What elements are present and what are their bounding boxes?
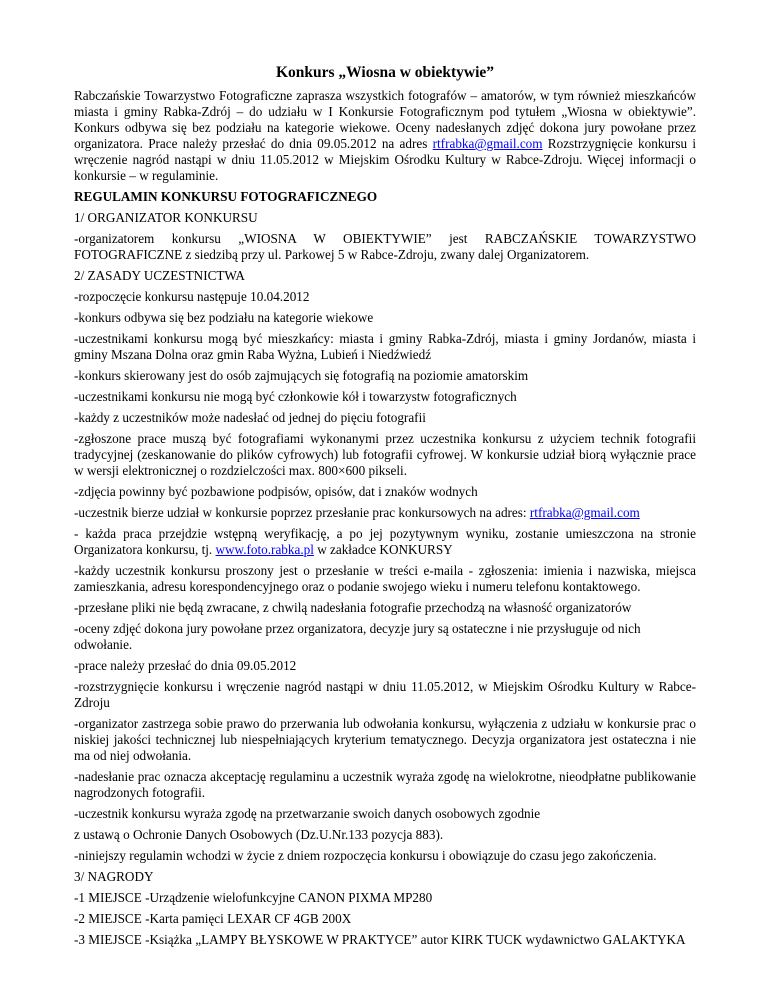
document-title: Konkurs „Wiosna w obiektywie”	[275, 64, 495, 81]
prize-3: -3 MIEJSCE -Książka „LAMPY BŁYSKOWE W PRAKTYCE” autor KIRK TUCK wydawnictwo GALAKTYKA	[74, 932, 686, 947]
intro-text-a: Rabczańskie Towarzystwo Fotograficzne zaprasza wszystkich fotografów – amatorów, w tym również mieszkańców miasta i gminy Rabka-Zdrój – do udziału w I Konkursie Fotograficznym pod tytułem „Wiosna w obiektywie”. Konkurs odbywa się bez podziału na kategorie wiekowe. Oceny nadesłanych zdjęć dokona jury powołane przez organizatora. Prace należy przesłać do dnia 09.05.2012 na adres	[74, 88, 696, 151]
section1-text: -organizatorem konkursu „WIOSNA W OBIEKTYWIE” jest RABCZAŃSKIE TOWARZYSTWO FOTOGRAFICZNE z siedzibą przy ul. Parkowej 5 w Rabce-Zdroju, zwany dalej Organizatorem.	[74, 231, 696, 262]
section2-heading: 2/ ZASADY UCZESTNICTWA	[74, 268, 245, 283]
rules-heading: REGULAMIN KONKURSU FOTOGRAFICZNEGO	[74, 189, 378, 204]
rule-techniques: -zgłoszone prace muszą być fotografiami wykonanymi przez uczestnika konkursu z użyciem technik fotografii tradycyjnej (zeskanowanie do plików cyfrowych) lub fotografii cyfrowej. W konkursie udział biorą wyłącznie prace w wersji elektronicznej o rozdzielczości max. 800×600 pikseli.	[74, 431, 696, 478]
rule-amateurs: -konkurs skierowany jest do osób zajmujących się fotografią na poziomie amatorskim	[74, 368, 529, 383]
section3-heading: 3/ NAGRODY	[74, 869, 154, 884]
rule-acceptance: -nadesłanie prac oznacza akceptację regulaminu a uczestnik wyraża zgodę na wielokrotne, nieodpłatne publikowanie nagrodzonych fotografii.	[74, 769, 696, 800]
rule-data-act: z ustawą o Ochronie Danych Osobowych (Dz.U.Nr.133 pozycja 883).	[74, 827, 444, 842]
intro-email-link[interactable]: rtfrabka@gmail.com	[432, 136, 543, 151]
rule-verification	[74, 526, 696, 558]
rule-start-date: -rozpoczęcie konkursu następuje 10.04.2012	[74, 289, 310, 304]
prize-1: -1 MIEJSCE -Urządzenie wielofunkcyjne CANON PIXMA MP280	[74, 890, 433, 905]
rule-validity: -niniejszy regulamin wchodzi w życie z dniem rozpoczęcia konkursu i obowiązuje do czasu jego zakończenia.	[74, 848, 657, 863]
rule-submission	[74, 505, 696, 521]
rule-verification-text: - każda praca przejdzie wstępną weryfikację, a po jej pozytywnym wyniku, zostanie umieszczona na stronie Organizatora konkursu, tj.	[74, 526, 696, 557]
rule-organizer-rights: -organizator zastrzega sobie prawo do przerwania lub odwołania konkursu, wyłączenia z udziału w konkursie prac o niskiej jakości technicznej lub niespełniających kryterium tematycznego. Decyzja organizatora jest ostateczna i nie ma od niej odwołania.	[74, 716, 696, 763]
submission-email-link[interactable]: rtfrabka@gmail.com	[529, 505, 640, 520]
rule-results: -rozstrzygnięcie konkursu i wręczenie nagród nastąpi w dniu 11.05.2012, w Miejskim Ośrodku Kultury w Rabce-Zdroju	[74, 679, 696, 710]
rule-verification-after: w zakładce KONKURSY	[313, 542, 453, 557]
prize-2: -2 MIEJSCE -Karta pamięci LEXAR CF 4GB 200X	[74, 911, 352, 926]
section1-heading: 1/ ORGANIZATOR KONKURSU	[74, 210, 258, 225]
intro-text-b: Rozstrzygnięcie konkursu i wręczenie nagród nastąpi w dniu 11.05.2012 w Miejskim Ośrodku Kultury w Rabce-Zdroju. Więcej informacji o konkursie – w regulaminie.	[74, 136, 697, 183]
rule-no-signatures: -zdjęcia powinny być pozbawione podpisów, opisów, dat i znaków wodnych	[74, 484, 478, 499]
rule-photo-count: -każdy z uczestników może nadesłać od jednej do pięciu fotografii	[74, 410, 426, 425]
rule-excluded: -uczestnikami konkursu nie mogą być członkowie kół i towarzystw fotograficznych	[74, 389, 517, 404]
website-link[interactable]: www.foto.rabka.pl	[215, 542, 314, 557]
rule-participants: -uczestnikami konkursu mogą być mieszkańcy: miasta i gminy Rabka-Zdrój, miasta i gminy Jordanów, miasta i gminy Mszana Dolna oraz gmin Raba Wyżna, Lubień i Niedźwiedź	[74, 331, 696, 362]
rule-jury: -oceny zdjęć dokona jury powołane przez organizatora, decyzje jury są ostateczne i nie przysługuje od nich odwołanie.	[74, 621, 641, 652]
intro-paragraph	[74, 88, 696, 184]
rule-submission-text: -uczestnik bierze udział w konkursie poprzez przesłanie prac konkursowych na adres:	[74, 505, 530, 520]
rule-email-details: -każdy uczestnik konkursu proszony jest o przesłanie w treści e-maila - zgłoszenia: imienia i nazwiska, miejsca zamieszkania, adresu korespondencyjnego oraz o podanie swojego wieku i numeru telefonu kontaktowego.	[74, 563, 696, 594]
rule-files-not-returned: -przesłane pliki nie będą zwracane, z chwilą nadesłania fotografie przechodzą na własność organizatorów	[74, 600, 632, 615]
rule-age-categories: -konkurs odbywa się bez podziału na kategorie wiekowe	[74, 310, 374, 325]
rule-deadline: -prace należy przesłać do dnia 09.05.2012	[74, 658, 297, 673]
rule-data-consent: -uczestnik konkursu wyraża zgodę na przetwarzanie swoich danych osobowych zgodnie	[74, 806, 541, 821]
